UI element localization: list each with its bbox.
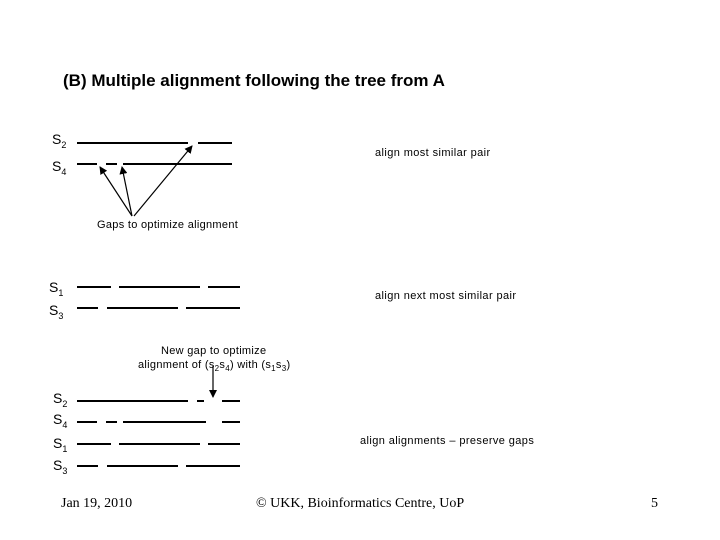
seq-letter: S <box>49 279 59 295</box>
seq-subscript: 4 <box>62 419 68 430</box>
annotation-text: alignment of (s <box>138 359 215 371</box>
footer-copyright: © UKK, Bioinformatics Centre, UoP <box>256 496 465 511</box>
gap-arrow <box>134 146 192 216</box>
annotation-text: s <box>275 359 282 371</box>
footer-date: Jan 19, 2010 <box>61 496 133 511</box>
seq-letter: S <box>49 302 59 318</box>
seq-subscript: 4 <box>61 166 67 177</box>
step1-description: align most similar pair <box>375 147 491 159</box>
footer-page-number: 5 <box>651 496 658 511</box>
slide-title: (B) Multiple alignment following the tree from A <box>63 71 445 90</box>
seq-subscript: 3 <box>62 465 68 476</box>
annotation-text: ) <box>286 359 291 371</box>
seq-letter: S <box>53 435 63 451</box>
seq-subscript: 2 <box>61 139 67 150</box>
annotation-subscript: 2 <box>214 364 220 373</box>
seq-subscript: 1 <box>58 287 64 298</box>
seq-letter: S <box>52 158 62 174</box>
seq-letter: S <box>53 457 63 473</box>
annotation-subscript: 4 <box>225 364 230 373</box>
step3-description: align alignments – preserve gaps <box>360 435 535 447</box>
seq-subscript: 1 <box>62 443 68 454</box>
annotation-text: ) with (s <box>229 359 272 371</box>
seq-subscript: 3 <box>58 310 64 321</box>
seq-letter: S <box>53 411 63 427</box>
step1-annotation: Gaps to optimize alignment <box>97 219 239 231</box>
annotation-subscript: 1 <box>271 364 276 373</box>
seq-subscript: 2 <box>62 398 68 409</box>
annotation-text: s <box>219 359 226 371</box>
seq-letter: S <box>53 390 63 406</box>
step3-annotation-line1: New gap to optimize <box>161 345 267 357</box>
annotation-subscript: 3 <box>281 364 287 373</box>
step2-description: align next most similar pair <box>375 290 517 302</box>
seq-letter: S <box>52 131 62 147</box>
